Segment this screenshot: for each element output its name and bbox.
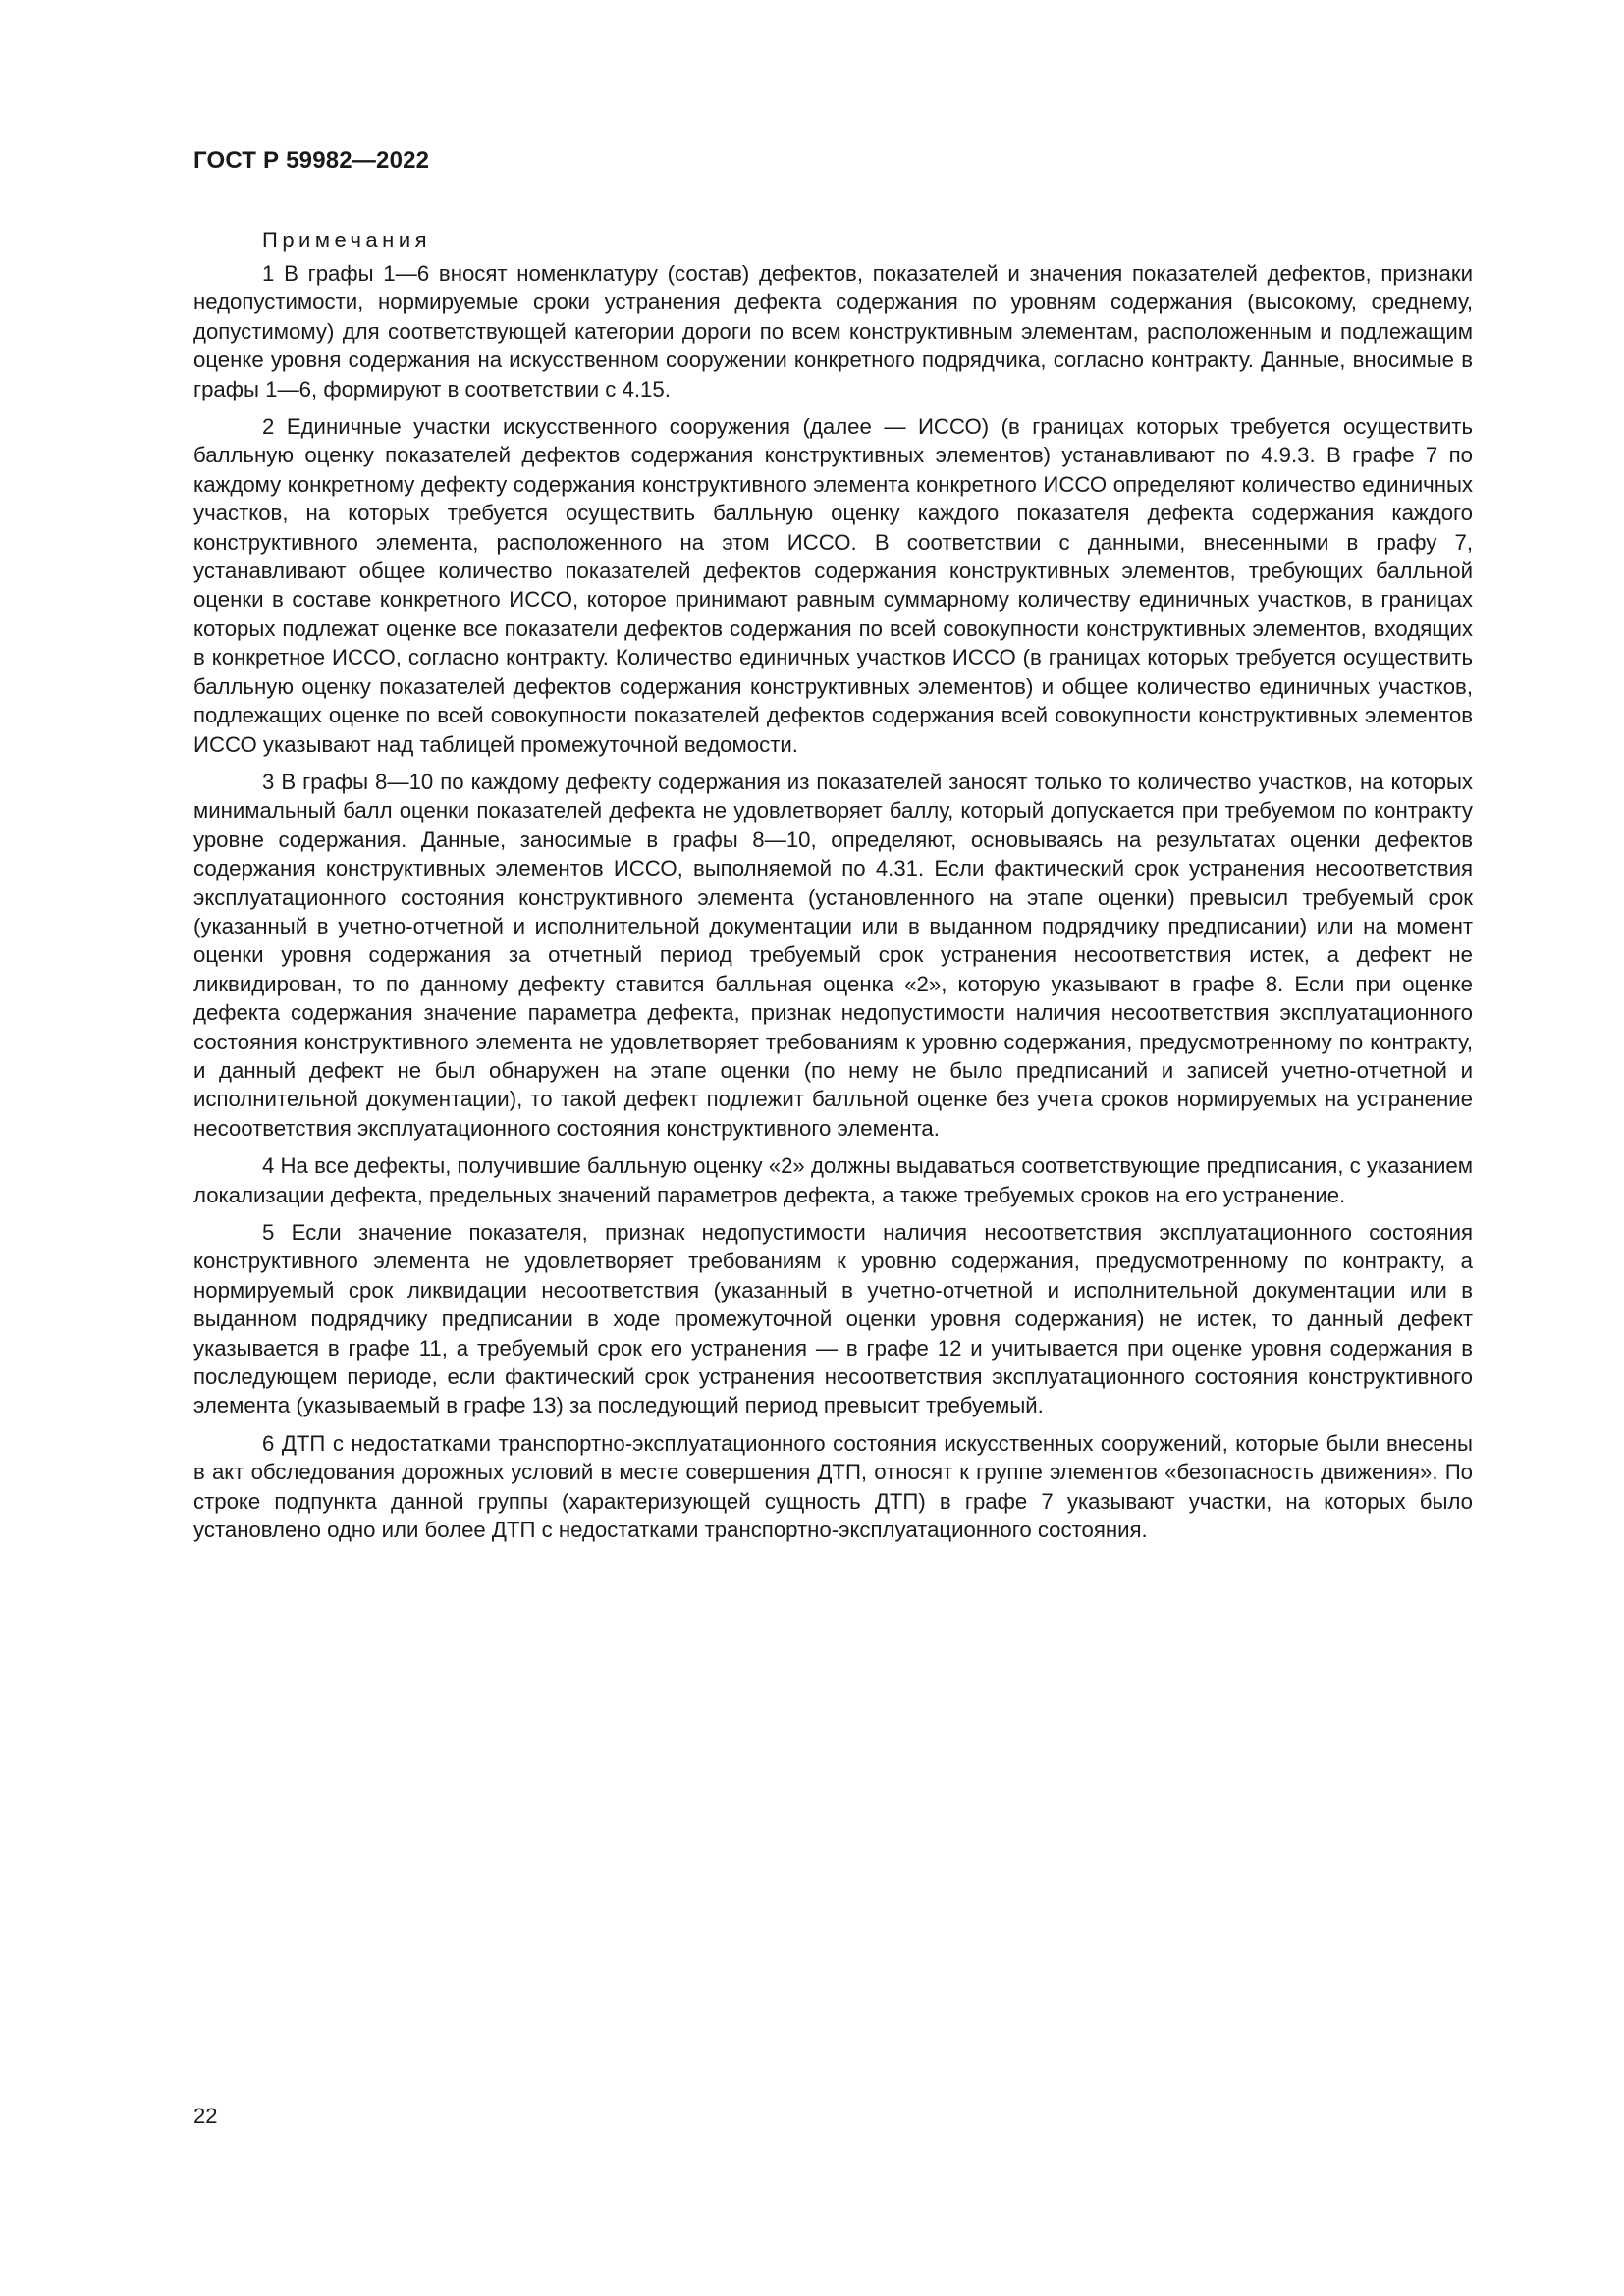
document-header: ГОСТ Р 59982—2022 — [193, 147, 430, 174]
notes-title: Примечания — [262, 228, 432, 252]
note-paragraph-1: 1 В графы 1—6 вносят номенклатуру (состав) дефектов, показателей и значения показателей дефектов, признаки недопустимости, нормируемые сроки устранения дефекта содержания по уровням содержания (высокому, среднему, допустимому) для соответствующей категории дороги по всем конструктивным элементам, расположенным и подлежащим оценке уровня содержания на искусственном сооружении конкретного подрядчика, согласно контракту. Данные, вносимые в графы 1—6, формируют в соответствии с 4.15. — [193, 261, 1473, 401]
note-paragraph-3: 3 В графы 8—10 по каждому дефекту содержания из показателей заносят только то количество участков, на которых минимальный балл оценки показателей дефекта не удовлетворяет баллу, который допускается при требуемом по контракту уровне содержания. Данные, заносимые в графы 8—10, определяют, основываясь на результатах оценки дефектов содержания конструктивных элементов ИССО, выполняемой по 4.31. Если фактический срок устранения несоответствия эксплуатационного состояния конструктивного элемента (установленного на этапе оценки) превысил требуемый срок (указанный в учетно-отчетной и исполнительной документации или в выданном подрядчику предписании) или на момент оценки уровня содержания за отчетный период требуемый срок устранения несоответствия истек, а дефект не ликвидирован, то по данному дефекту ставится балльная оценка «2», которую указывают в графе 8. Если при оценке дефекта содержания значение параметра дефекта, признак недопустимости наличия несоответствия эксплуатационного состояния конструктивного элемента не удовлетворяет требованиям к уровню содержания, предусмотренному по контракту, и данный дефект не был обнаружен на этапе оценки (по нему не было предписаний и записей учетно-отчетной и исполнительной документации), то такой дефект подлежит балльной оценке без учета сроков нормируемых на устранение несоответствия эксплуатационного состояния конструктивного элемента. — [193, 769, 1473, 1141]
note-paragraph-4: 4 На все дефекты, получившие балльную оценку «2» должны выдаваться соответствующие предписания, с указанием локализации дефекта, предельных значений параметров дефекта, а также требуемых сроков на его устранение. — [193, 1153, 1473, 1207]
note-paragraph-6: 6 ДТП с недостатками транспортно-эксплуатационного состояния искусственных сооружений, которые были внесены в акт обследования дорожных условий в месте совершения ДТП, относят к группе элементов «безопасность движения». По строке подпункта данной группы (характеризующей сущность ДТП) в графе 7 указывают участки, на которых было установлено одно или более ДТП с недостатками транспортно-эксплуатационного состояния. — [193, 1430, 1473, 1543]
page-number: 22 — [193, 2104, 218, 2128]
note-paragraph-5: 5 Если значение показателя, признак недопустимости наличия несоответствия эксплуатационного состояния конструктивного элемента не удовлетворяет требованиям к уровню содержания, предусмотренному по контракту, а нормируемый срок ликвидации несоответствия (указанный в учетно-отчетной и исполнительной документации или в выданном подрядчику предписании в ходе промежуточной оценки уровня содержания) не истек, то данный дефект указывается в графе 11, а требуемый срок его устранения — в графе 12 и учитывается при оценке уровня содержания в последующем периоде, если фактический срок устранения несоответствия эксплуатационного состояния конструктивного элемента (указываемый в графе 13) за последующий период превысит требуемый. — [193, 1220, 1473, 1418]
notes-section — [193, 226, 1473, 1553]
note-paragraph-2: 2 Единичные участки искусственного сооружения (далее — ИССО) (в границах которых требуется осуществить балльную оценку показателей дефектов содержания конструктивных элементов) устанавливают по 4.9.3. В графе 7 по каждому конкретному дефекту содержания конструктивного элемента конкретного ИССО определяют количество единичных участков, на которых требуется осуществить балльную оценку каждого показателя дефекта содержания каждого конструктивного элемента, расположенного на этом ИССО. В соответствии с данными, внесенными в графу 7, устанавливают общее количество показателей дефектов содержания конструктивных элементов, требующих балльной оценки в составе конкретного ИССО, которое принимают равным суммарному количеству единичных участков, в границах которых подлежат оценке все показатели дефектов содержания по всей совокупности конструктивных элементов, входящих в конкретное ИССО, согласно контракту. Количество единичных участков ИССО (в границах которых требуется осуществить балльную оценку показателей дефектов содержания конструктивных элементов) и общее количество единичных участков, подлежащих оценке по всей совокупности показателей дефектов содержания всей совокупности конструктивных элементов ИССО указывают над таблицей промежуточной ведомости. — [193, 414, 1473, 757]
